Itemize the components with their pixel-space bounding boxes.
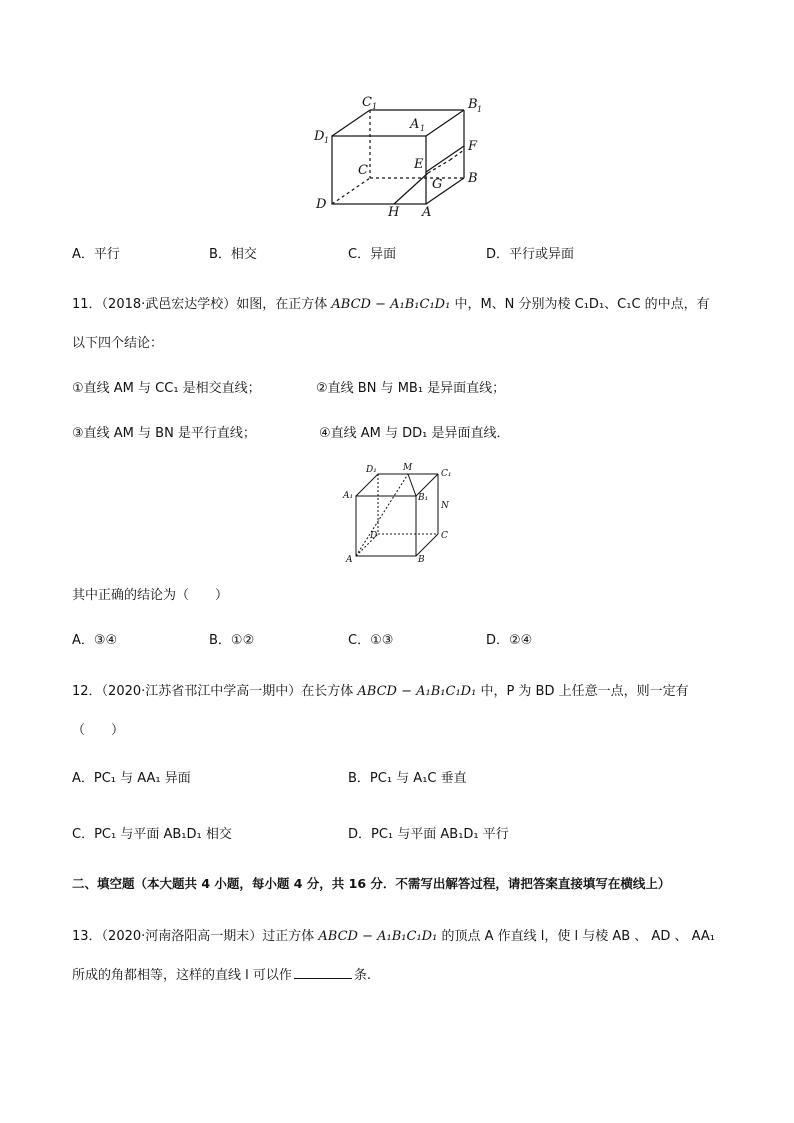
q11-source: （2018·武邑宏达学校） [101, 297, 237, 312]
label-D: D [316, 197, 327, 212]
svg-text:1: 1 [372, 102, 378, 111]
cuboid-figure-q10-svg [310, 90, 500, 220]
q12-option-c: C．PC₁ 与平面 AB₁D₁ 相交 [72, 827, 232, 842]
cube-figure-q11-svg [340, 458, 460, 568]
q11-option-c: C．①③ [348, 633, 394, 648]
label-E: E [414, 157, 424, 172]
section-2-heading: 二、填空题（本大题共 4 小题，每小题 4 分，共 16 分．不需写出解答过程，请把答案直接填写在横线上） [72, 876, 671, 891]
q10-option-b: B．相交 [209, 247, 257, 262]
label-B: B [468, 171, 478, 186]
label-M: M [403, 463, 413, 473]
q11-stem-line2: 以下四个结论： [72, 336, 164, 351]
label-C1: C₁ [441, 469, 452, 479]
q12-option-b: B．PC₁ 与 A₁C 垂直 [348, 771, 467, 786]
q11-solid: ABCD − A₁B₁C₁D₁ [331, 297, 451, 312]
label-B: B [418, 555, 425, 565]
q12-number: 12． [72, 684, 102, 699]
cuboid-figure-q10 [310, 90, 500, 220]
label-G: G [432, 177, 443, 192]
label-A: A [422, 205, 432, 220]
label-C: C [358, 163, 368, 178]
q12-option-d: D．PC₁ 与平面 AB₁D₁ 平行 [348, 827, 509, 842]
q11-option-d: D．②④ [486, 633, 533, 648]
label-C1: C [362, 95, 372, 110]
label-H: H [388, 205, 400, 220]
q10-option-a: A．平行 [72, 247, 120, 262]
q11-option-a: A．③④ [72, 633, 118, 648]
q11-question: 其中正确的结论为（ ） [72, 588, 229, 603]
label-B1: B [468, 97, 478, 112]
q13-stem-line2: 所成的角都相等，这样的直线 l 可以作 条. [72, 968, 372, 983]
label-N: N [441, 501, 449, 511]
svg-text:1: 1 [477, 105, 483, 114]
label-B1: B₁ [418, 493, 429, 503]
q11-conclusion-4: ④直线 AM 与 DD₁ 是异面直线． [319, 426, 510, 441]
q13-source: （2020·河南洛阳高一期末） [101, 929, 263, 944]
label-D: D [370, 531, 378, 541]
q13-solid: ABCD − A₁B₁C₁D₁ [318, 929, 438, 944]
label-D1: D₁ [366, 465, 377, 475]
q12-option-a: A．PC₁ 与 AA₁ 异面 [72, 771, 191, 786]
svg-text:1: 1 [324, 136, 330, 145]
q12-stem-line2: （ ） [72, 723, 125, 738]
label-A: A [346, 555, 353, 565]
svg-text:1: 1 [420, 124, 426, 133]
q11-option-b: B．①② [209, 633, 255, 648]
q10-option-d: D．平行或异面 [486, 247, 575, 262]
q12-source: （2020·江苏省邗江中学高一期中） [101, 684, 302, 699]
label-A1: A [410, 117, 420, 132]
q12-stem: 12．（2020·江苏省邗江中学高一期中）在长方体 ABCD − A₁B₁C₁D₁ 中，P 为 BD 上任意一点，则一定有 [72, 684, 689, 699]
q11-conclusion-2: ②直线 BN 与 MB₁ 是异面直线； [316, 381, 506, 396]
label-F: F [468, 139, 478, 154]
label-C: C [441, 531, 448, 541]
q11-conclusion-1: ①直线 AM 与 CC₁ 是相交直线； [72, 381, 261, 396]
q11-conclusion-3: ③直线 AM 与 BN 是平行直线； [72, 426, 256, 441]
q13-stem: 13．（2020·河南洛阳高一期末）过正方体 ABCD − A₁B₁C₁D₁ 的顶点 A 作直线 l，使 l 与棱 AB 、 AD 、 AA₁ [72, 929, 715, 944]
answer-blank[interactable] [294, 967, 352, 979]
q11-stem: 11．（2018·武邑宏达学校）如图，在正方体 ABCD − A₁B₁C₁D₁ 中，M、N 分别为棱 C₁D₁、C₁C 的中点，有 [72, 297, 710, 312]
q12-solid: ABCD − A₁B₁C₁D₁ [357, 684, 477, 699]
q11-number: 11． [72, 297, 102, 312]
label-A1: A₁ [343, 491, 354, 501]
q10-option-c: C．异面 [348, 247, 397, 262]
cube-figure-q11 [340, 458, 460, 568]
label-D1: D [314, 129, 325, 144]
q13-number: 13． [72, 929, 102, 944]
